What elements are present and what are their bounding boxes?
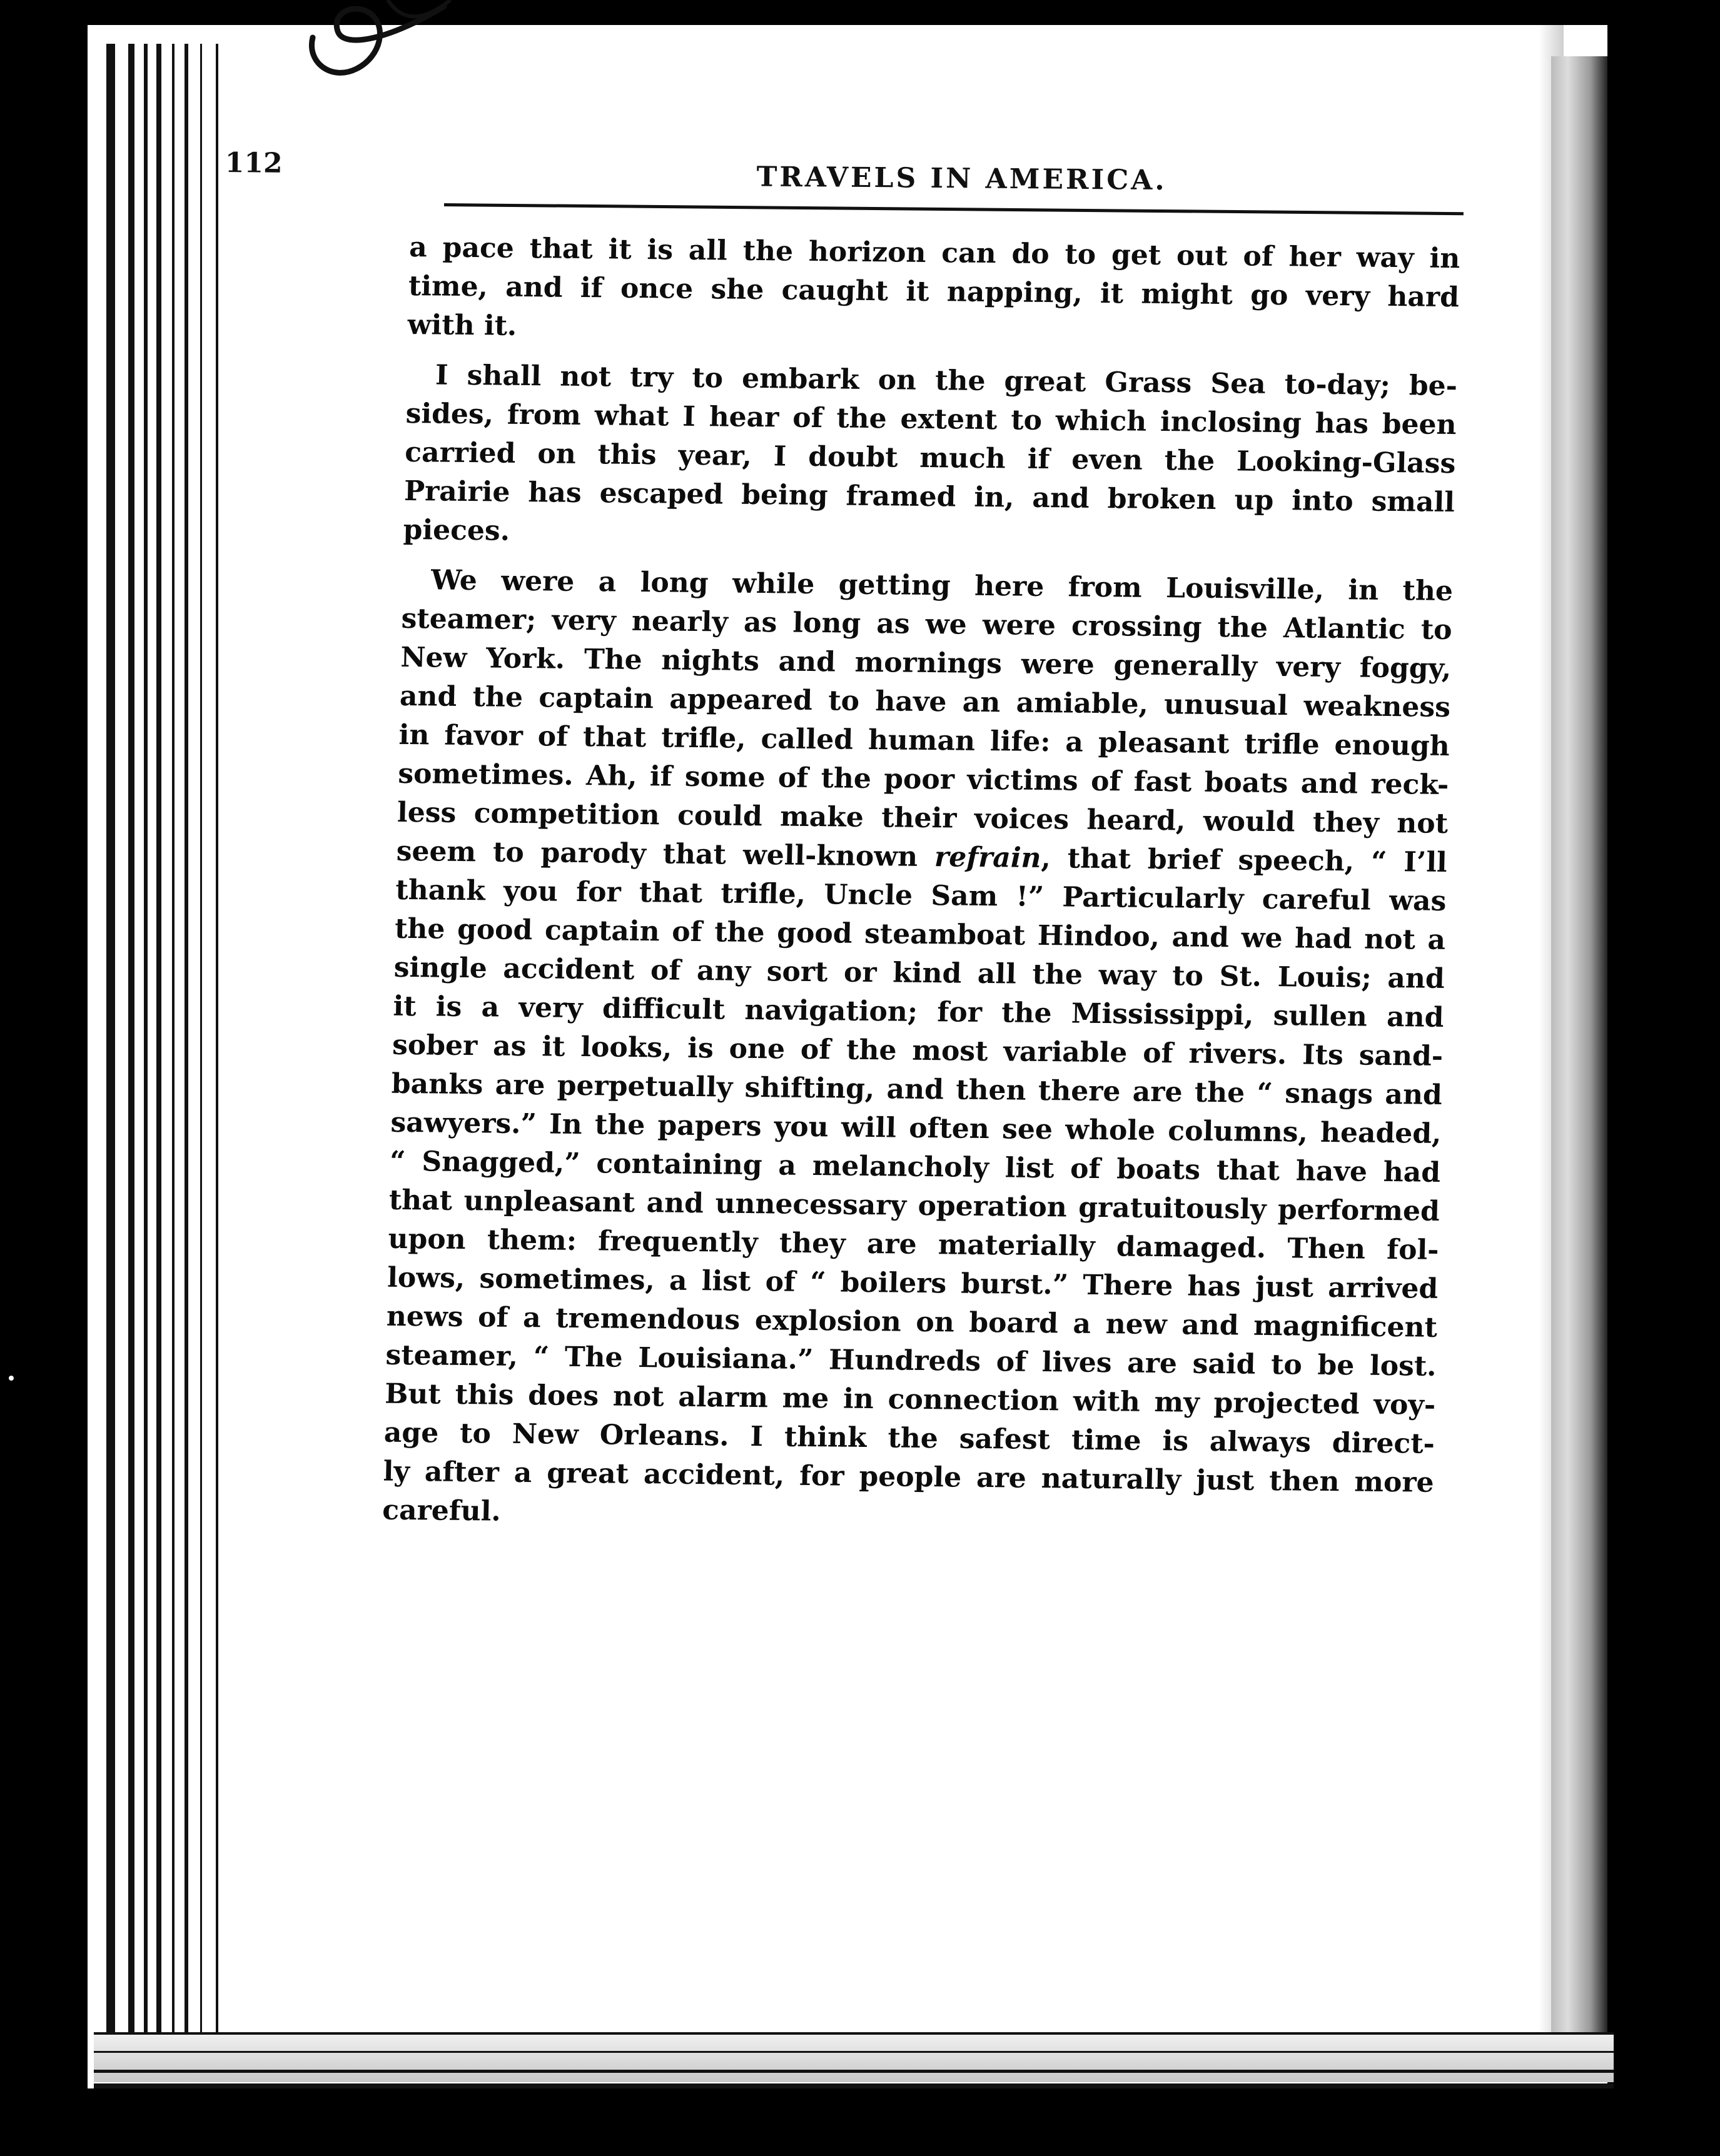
text-line: We were a long while getting here from Louisville, in the [430, 564, 1454, 608]
italic-word: refrain [934, 841, 1042, 874]
page-edges [94, 25, 238, 2070]
text-line: steamer; very nearly as long as we were crossing the Atlantic to [401, 602, 1453, 647]
text-line: time, and if once she caught it napping, it might go very hard [408, 270, 1460, 314]
text-line: I shall not try to embark on the great Grass Sea to-day; be- [435, 359, 1458, 403]
text-line: the good captain of the good steamboat Hindoo, and we had not a [394, 912, 1446, 956]
text-line: seem to parody that well-known refrain, that brief speech, “ I’ll [396, 835, 1448, 879]
text-line: But this does not alarm me in connection with my projected voy- [384, 1378, 1436, 1421]
text-line: banks are perpetually shifting, and then there are the “ snags and [391, 1067, 1443, 1111]
text-line: Prairie has escaped being framed in, and broken up into small [403, 475, 1455, 519]
text-line: single accident of any sort or kind all the way to St. Louis; and [393, 951, 1445, 995]
text-line: in favor of that trifle, called human life: a pleasant trifle enough [398, 718, 1450, 763]
paragraph [407, 228, 1460, 356]
text-line: pieces. [403, 513, 510, 547]
page-number: 112 [225, 147, 283, 179]
text-line: it is a very difficult navigation; for the Mississippi, sullen and [392, 990, 1444, 1034]
text-line: steamer, “ The Louisiana.” Hundreds of lives are said to be lost. [385, 1339, 1437, 1383]
text-line: with it. [407, 308, 517, 342]
text-line: New York. The nights and mornings were generally very foggy, [400, 641, 1452, 685]
text-line: a pace that it is all the horizon can do to get out of her way in [408, 231, 1460, 275]
text-line: and the captain appeared to have an amiable, unusual weakness [399, 680, 1451, 724]
spine-shadow [1551, 56, 1607, 2076]
text-line: news of a tremendous explosion on board a new and magnificent [386, 1300, 1438, 1344]
text-line: sawyers.” In the papers you will often see whole columns, headed, [390, 1106, 1442, 1150]
text-line: sober as it looks, is one of the most variable of rivers. Its sand- [392, 1029, 1444, 1072]
paragraph [382, 561, 1454, 1541]
text-line: lows, sometimes, a list of “ boilers burst.” There has just arrived [387, 1261, 1439, 1305]
text-line: less competition could make their voices heard, would they not [397, 796, 1449, 840]
text-line: upon them: frequently they are materially damaged. Then fol- [388, 1222, 1440, 1266]
text-line: carried on this year, I doubt much if even the Looking-Glass [404, 436, 1456, 480]
text-line: age to New Orleans. I think the safest time is always direct- [383, 1416, 1435, 1460]
page-header [225, 147, 1476, 214]
body-text [382, 228, 1460, 1553]
text-line: sides, from what I hear of the extent to which inclosing has been [405, 397, 1457, 441]
paragraph [403, 356, 1458, 561]
text-line: ly after a great accident, for people are naturally just then more [383, 1455, 1435, 1499]
margin-speck [9, 1376, 14, 1381]
running-head: TRAVELS IN AMERICA. [756, 161, 1167, 197]
text-line: “ Snagged,” containing a melancholy list of boats that have had [389, 1145, 1441, 1189]
text-line: careful. [382, 1494, 502, 1528]
text-line: that unpleasant and unnecessary operation gratuitously performed [388, 1184, 1440, 1227]
text-line: sometimes. Ah, if some of the poor victims of fast boats and reck- [397, 757, 1449, 802]
text-line: thank you for that trifle, Uncle Sam !” Particularly careful was [395, 874, 1447, 917]
